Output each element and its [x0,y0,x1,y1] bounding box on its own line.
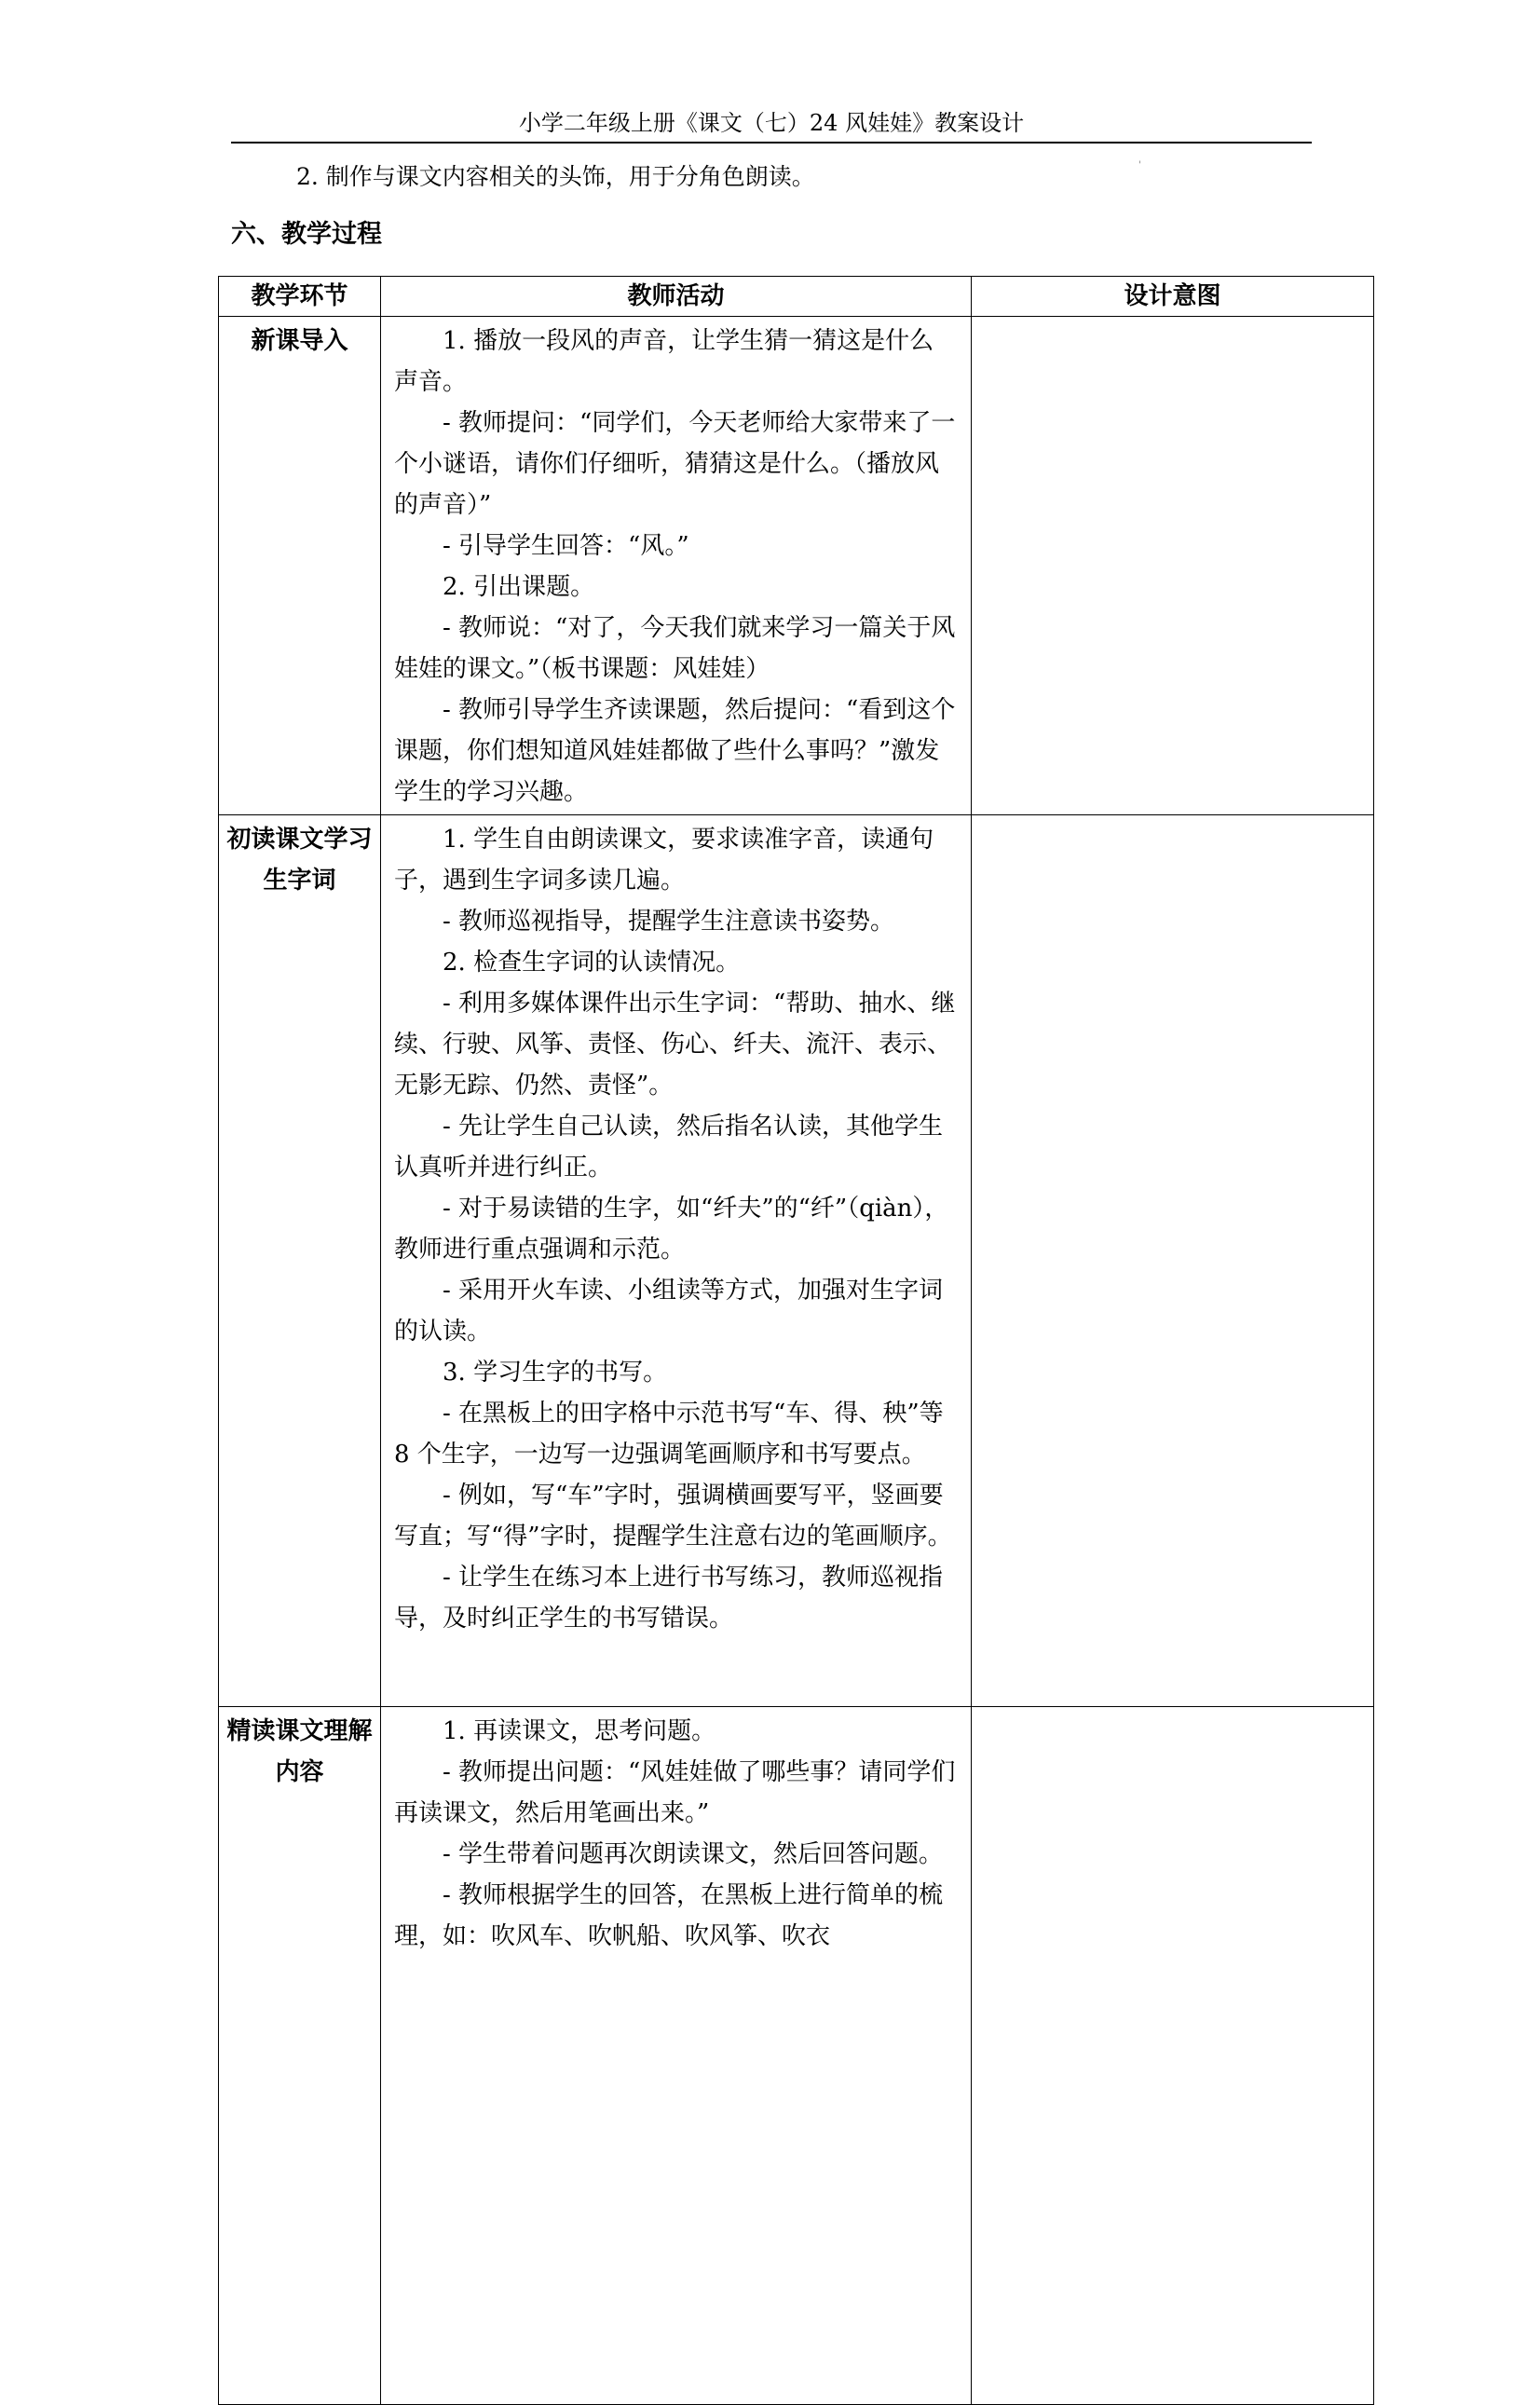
stage-cell: 新课导入 [219,317,381,815]
activity-line: 3. 学习生字的书写。 [443,1359,668,1387]
activity-line: - 教师提出问题：“风娃娃做了哪些事？请同学们再读课文，然后用笔画出来。” [394,1758,956,1827]
intro-line: 2. 制作与课文内容相关的头饰，用于分角色朗读。 [296,163,815,190]
activity-line: 1. 学生自由朗读课文，要求读准字音，读通句子，遇到生字词多读几遍。 [394,826,934,895]
activity-line: - 在黑板上的田字格中示范书写“车、得、秧”等 8 个生字，一边写一边强调笔画顺序和书写要点。 [394,1400,944,1469]
intent-cell [972,1707,1374,2405]
activity-line: - 教师巡视指导，提醒学生注意读书姿势。 [443,908,895,936]
activity-line: - 教师根据学生的回答，在黑板上进行简单的梳理，如：吹风车、吹帆船、吹风筝、吹衣 [394,1881,944,1950]
table-row [219,815,1374,1707]
intent-cell [972,815,1374,1707]
table-row [219,317,1374,815]
activity-line: - 引导学生回答：“风。” [443,532,689,560]
intent-cell [972,317,1374,815]
activity-line: - 教师提问：“同学们，今天老师给大家带来了一个小谜语，请你们仔细听，猜猜这是什么。（播放风的声音）” [394,409,956,519]
stage-cell: 精读课文理解内容 [219,1707,381,2405]
activity-line: 1. 再读课文，思考问题。 [443,1717,716,1745]
activity-line: - 教师引导学生齐读课题，然后提问：“看到这个课题，你们想知道风娃娃都做了些什么事吗？”激发学生的学习兴趣。 [394,696,956,806]
activity-cell [381,317,972,815]
activity-line: - 教师说：“对了，今天我们就来学习一篇关于风娃娃的课文。”（板书课题：风娃娃） [394,614,956,683]
activity-line: - 让学生在练习本上进行书写练习，教师巡视指导，及时纠正学生的书写错误。 [394,1564,944,1633]
activity-line: - 先让学生自己认读，然后指名认读，其他学生认真听并进行纠正。 [394,1113,944,1182]
activity-line: - 学生带着问题再次朗读课文，然后回答问题。 [443,1840,944,1868]
header-activity: 教师活动 [381,277,972,317]
activity-line: - 对于易读错的生字，如“纤夫”的“纤”（qiàn），教师进行重点强调和示范。 [394,1195,949,1264]
page-header [231,104,1312,143]
table-row [219,1707,1374,2405]
page-header-title: 小学二年级上册《课文（七）24 风娃娃》教案设计 [518,110,1025,136]
section-title: 六、教学过程 [231,220,382,249]
activity-line: 2. 检查生字词的认读情况。 [443,949,741,977]
activity-line: - 例如，写“车”字时，强调横画要写平，竖画要写直；写“得”字时，提醒学生注意右边的笔画顺序。 [394,1482,952,1551]
header-stage: 教学环节 [219,277,381,317]
activity-cell [381,815,972,1707]
header-intent: 设计意图 [972,277,1374,317]
table-header-row [219,277,1374,317]
activity-cell [381,1707,972,2405]
lesson-table [218,276,1374,2405]
activity-line: - 利用多媒体课件出示生字词：“帮助、抽水、继续、行驶、风筝、责怪、伤心、纤夫、流汗、表示、无影无踪、仍然、责怪”。 [394,990,956,1100]
activity-line: 1. 播放一段风的声音，让学生猜一猜这是什么声音。 [394,327,934,396]
stage-cell: 初读课文学习生字词 [219,815,381,1707]
tiny-mark: ' [1138,160,1141,171]
activity-line: - 采用开火车读、小组读等方式，加强对生字词的认读。 [394,1277,944,1346]
activity-line: 2. 引出课题。 [443,573,595,601]
